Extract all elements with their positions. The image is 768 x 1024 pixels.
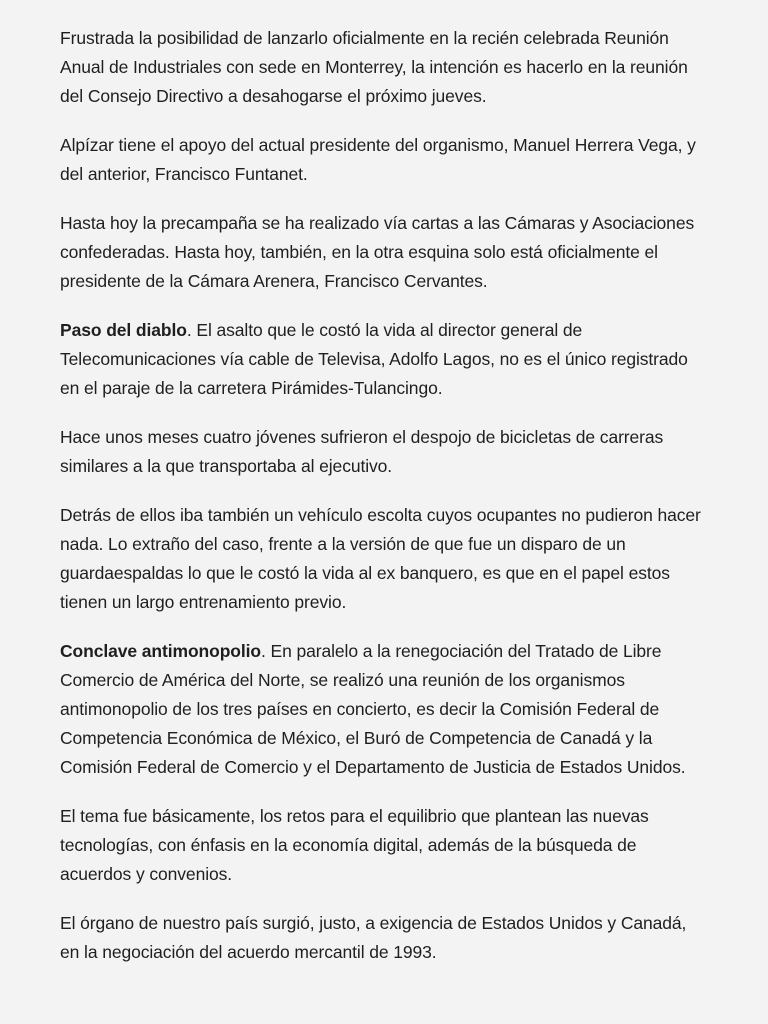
paragraph-text: . El asalto que le costó la vida al director general de Telecomunicaciones vía cable de Televisa, Adolfo Lagos, no es el único registrado en el paraje de la carretera Pirámides-Tulancingo. [60,320,688,398]
paragraph-text: Hasta hoy la precampaña se ha realizado vía cartas a las Cámaras y Asociaciones confederadas. Hasta hoy, también, en la otra esquina solo está oficialmente el presidente de la Cámara Arenera, Francisco Cervantes. [60,213,695,291]
paragraph-text: Alpízar tiene el apoyo del actual presidente del organismo, Manuel Herrera Vega, y del anterior, Francisco Funtanet. [60,135,696,184]
paragraph-5 [60,423,708,481]
section-lead-conclave-antimonopolio: Conclave antimonopolio [60,641,262,661]
paragraph-text: Frustrada la posibilidad de lanzarlo oficialmente en la recién celebrada Reunión Anual de Industriales con sede en Monterrey, la intención es hacerlo en la reunión del Consejo Directivo a desahogarse el próximo jueves. [60,28,688,106]
paragraph-1 [60,24,708,111]
paragraph-text: . En paralelo a la renegociación del Tratado de Libre Comercio de América del Norte, se realizó una reunión de los organismos antimonopolio de los tres países en concierto, es decir la Comisión Federal de Competencia Económica de México, el Buró de Competencia de Canadá y la Comisión Federal de Comercio y el Departamento de Justicia de Estados Unidos. [60,641,686,777]
paragraph-text: Detrás de ellos iba también un vehículo escolta cuyos ocupantes no pudieron hacer nada. Lo extraño del caso, frente a la versión de que fue un disparo de un guardaespaldas lo que le costó la vida al ex banquero, es que en el papel estos tienen un largo entrenamiento previo. [60,505,701,612]
paragraph-8 [60,802,708,889]
paragraph-4 [60,316,708,403]
section-lead-paso-del-diablo: Paso del diablo [60,320,187,340]
paragraph-7 [60,637,708,782]
paragraph-text: El tema fue básicamente, los retos para el equilibrio que plantean las nuevas tecnologías, con énfasis en la economía digital, además de la búsqueda de acuerdos y convenios. [60,806,649,884]
paragraph-text: Hace unos meses cuatro jóvenes sufrieron el despojo de bicicletas de carreras similares a la que transportaba al ejecutivo. [60,427,664,476]
paragraph-3 [60,209,708,296]
paragraph-text: El órgano de nuestro país surgió, justo, a exigencia de Estados Unidos y Canadá, en la negociación del acuerdo mercantil de 1993. [60,913,687,962]
paragraph-9 [60,909,708,967]
paragraph-6 [60,501,708,617]
paragraph-2 [60,131,708,189]
